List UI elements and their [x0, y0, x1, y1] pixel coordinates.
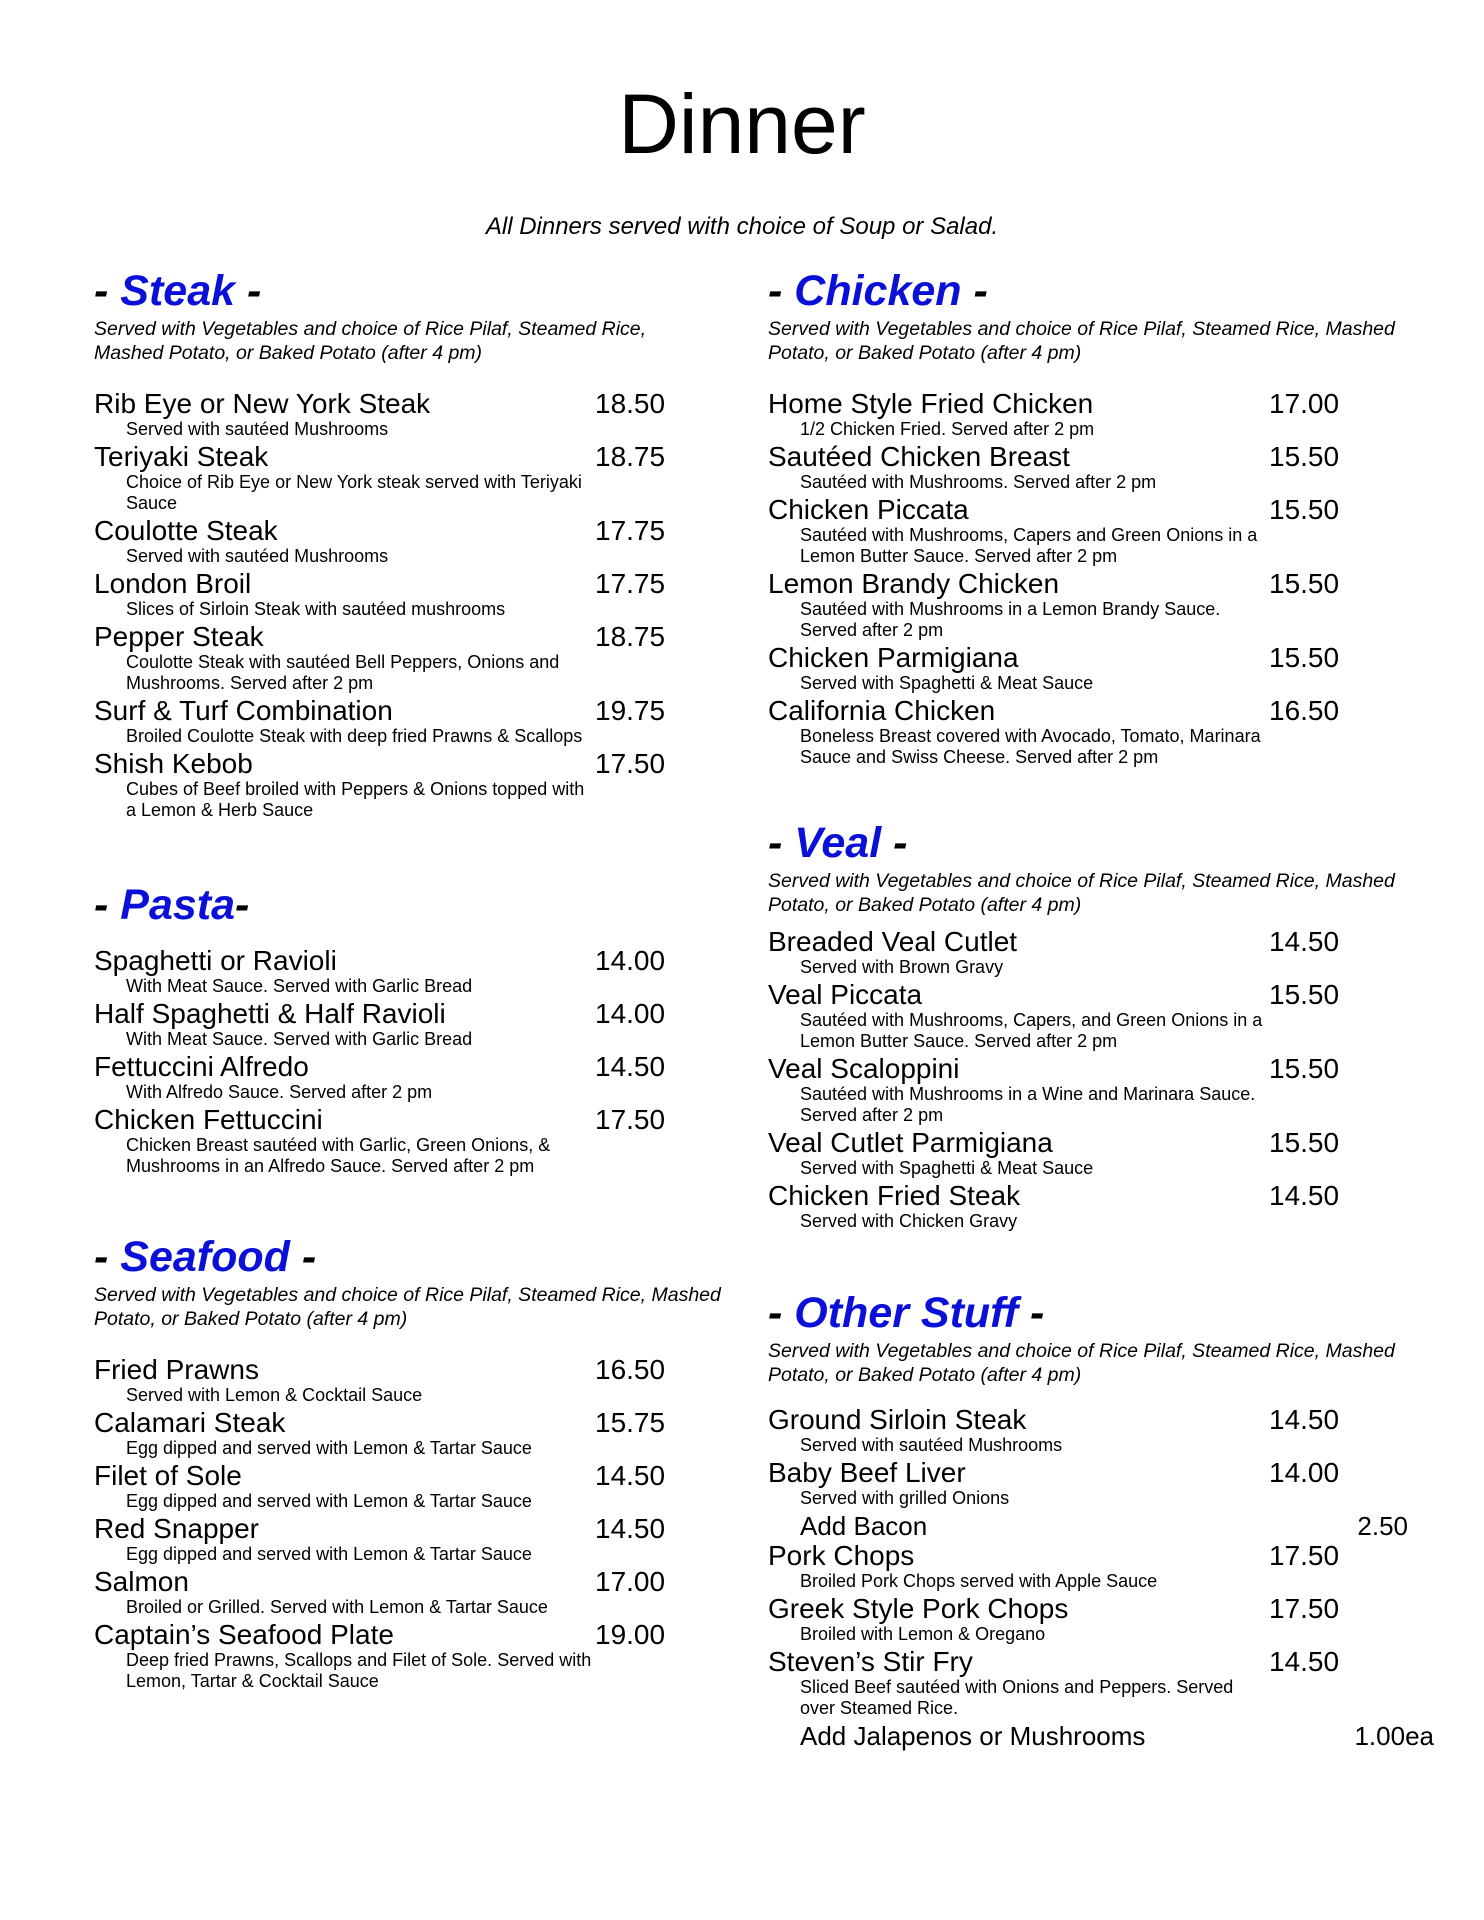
menu-item	[94, 389, 734, 440]
menu-item	[768, 389, 1408, 440]
menu-item	[94, 696, 734, 747]
item-price: 19.75	[595, 695, 666, 726]
item-name: Surf & Turf Combination	[94, 695, 393, 726]
menu-item-row	[768, 643, 1408, 673]
section-heading	[768, 818, 1408, 868]
menu-item-row	[768, 927, 1408, 957]
item-description: Served with sautéed Mushrooms	[800, 1435, 1063, 1455]
item-description: Egg dipped and served with Lemon & Tartar Sauce	[126, 1491, 532, 1511]
section-title: Steak	[120, 267, 236, 315]
item-description: Deep fried Prawns, Scallops and Filet of Sole. Served with Lemon, Tartar & Cocktail Sauce	[126, 1650, 592, 1691]
menu-item-row	[94, 1408, 734, 1438]
menu-item-row	[768, 1647, 1408, 1677]
menu-item-row	[768, 1181, 1408, 1211]
item-name: Rib Eye or New York Steak	[94, 388, 431, 419]
item-name: Coulotte Steak	[94, 515, 278, 546]
item-name: Ground Sirloin Steak	[768, 1404, 1027, 1435]
menu-items	[768, 1404, 1434, 1751]
item-price: 14.00	[1269, 1457, 1340, 1488]
item-description: Served with Brown Gravy	[800, 957, 1004, 977]
menu-item-row	[768, 1405, 1408, 1435]
item-name: London Broil	[94, 568, 252, 599]
item-price: 17.50	[1269, 1540, 1340, 1571]
item-description: Sliced Beef sautéed with Onions and Peppers. Served over Steamed Rice.	[800, 1677, 1234, 1718]
section-note: Served with Vegetables and choice of Rice Pilaf, Steamed Rice, Mashed Potato, or Baked Potato (after 4 pm)	[94, 1284, 721, 1330]
menu-item	[768, 696, 1408, 768]
item-name: Half Spaghetti & Half Ravioli	[94, 998, 446, 1029]
item-price: 14.50	[595, 1051, 666, 1082]
menu-item	[768, 980, 1408, 1052]
menu-item	[94, 1567, 734, 1618]
section-note: Served with Vegetables and choice of Rice Pilaf, Steamed Rice, Mashed Potato, or Baked Potato (after 4 pm)	[768, 1340, 1395, 1386]
item-description: Served with Chicken Gravy	[800, 1211, 1018, 1231]
menu-item-row	[768, 1541, 1408, 1571]
item-name: Add Jalapenos or Mushrooms	[800, 1721, 1146, 1751]
item-description: Served with grilled Onions	[800, 1488, 1010, 1508]
item-price: 16.50	[1269, 695, 1340, 726]
item-description: Egg dipped and served with Lemon & Tartar Sauce	[126, 1544, 532, 1564]
menu-item-row	[768, 1458, 1408, 1488]
item-name: Veal Piccata	[768, 979, 923, 1010]
item-description: Sautéed with Mushrooms in a Wine and Marinara Sauce. Served after 2 pm	[800, 1084, 1256, 1125]
item-price: 19.00	[595, 1619, 666, 1650]
item-name: Calamari Steak	[94, 1407, 286, 1438]
menu-addon	[768, 1721, 1434, 1751]
item-description: Cubes of Beef broiled with Peppers & Onions topped with a Lemon & Herb Sauce	[126, 779, 585, 820]
menu-addon	[768, 1511, 1408, 1541]
menu-items	[768, 389, 1408, 768]
item-name: Pepper Steak	[94, 621, 264, 652]
item-name: Add Bacon	[800, 1511, 928, 1541]
menu-item	[94, 1408, 734, 1459]
menu-item-row	[94, 1052, 734, 1082]
item-name: Fettuccini Alfredo	[94, 1051, 309, 1082]
item-price: 16.50	[595, 1354, 666, 1385]
section-note: Served with Vegetables and choice of Rice Pilaf, Steamed Rice, Mashed Potato, or Baked Potato (after 4 pm)	[768, 870, 1395, 916]
item-name: Filet of Sole	[94, 1460, 242, 1491]
item-description: With Meat Sauce. Served with Garlic Bread	[126, 976, 473, 996]
heading-dash: -	[235, 881, 250, 929]
menu-items	[94, 1355, 734, 1692]
heading-dash: -	[94, 1233, 121, 1281]
heading-dash: -	[94, 881, 121, 929]
item-description: With Meat Sauce. Served with Garlic Bread	[126, 1029, 473, 1049]
heading-dash: -	[881, 819, 908, 867]
menu-item-row	[768, 442, 1408, 472]
menu-item	[768, 1647, 1408, 1719]
item-price: 14.50	[595, 1513, 666, 1544]
menu-item	[94, 1355, 734, 1406]
menu-item	[94, 1052, 734, 1103]
menu-item	[768, 643, 1408, 694]
menu-item-row	[768, 1721, 1434, 1751]
section-title: Pasta	[120, 881, 236, 929]
item-description: Broiled Coulotte Steak with deep fried Prawns & Scallops	[126, 726, 583, 746]
item-price: 15.50	[1269, 568, 1340, 599]
item-name: Home Style Fried Chicken	[768, 388, 1094, 419]
page-title: Dinner	[618, 77, 866, 171]
section-chicken	[768, 266, 1408, 770]
section-heading	[94, 1232, 734, 1282]
section-note: Served with Vegetables and choice of Rice Pilaf, Steamed Rice, Mashed Potato, or Baked Potato (after 4 pm)	[94, 318, 647, 364]
menu-items	[94, 389, 734, 821]
item-name: Chicken Fettuccini	[94, 1104, 323, 1135]
item-name: Veal Scaloppini	[768, 1053, 960, 1084]
item-description: Sautéed with Mushrooms in a Lemon Brandy Sauce. Served after 2 pm	[800, 599, 1221, 640]
menu-subtitle: All Dinners served with choice of Soup or Salad.	[485, 213, 999, 240]
item-name: Lemon Brandy Chicken	[768, 568, 1060, 599]
heading-dash: -	[768, 267, 795, 315]
item-price: 17.00	[595, 1566, 666, 1597]
item-description: Served with Spaghetti & Meat Sauce	[800, 1158, 1094, 1178]
menu-item-row	[94, 1355, 734, 1385]
item-description: Sautéed with Mushrooms. Served after 2 pm	[800, 472, 1157, 492]
section-title: Chicken	[794, 267, 962, 315]
item-description: Boneless Breast covered with Avocado, Tomato, Marinara Sauce and Swiss Cheese. Served after 2 pm	[800, 726, 1261, 767]
menu-items	[94, 946, 734, 1177]
section-steak	[94, 266, 734, 823]
heading-dash: -	[289, 1233, 317, 1281]
menu-item-row	[94, 622, 734, 652]
section-note: Served with Vegetables and choice of Rice Pilaf, Steamed Rice, Mashed Potato, or Baked Potato (after 4 pm)	[768, 318, 1395, 364]
menu-item	[94, 1461, 734, 1512]
menu-item	[768, 1541, 1408, 1592]
menu-item-row	[768, 1054, 1408, 1084]
menu-item-row	[94, 946, 734, 976]
menu-item-row	[94, 696, 734, 726]
menu-item	[94, 622, 734, 694]
item-price: 15.50	[1269, 642, 1340, 673]
item-description: Broiled Pork Chops served with Apple Sauce	[800, 1571, 1158, 1591]
heading-dash: -	[768, 819, 795, 867]
item-price: 15.50	[1269, 979, 1340, 1010]
item-name: Red Snapper	[94, 1513, 260, 1544]
item-name: Breaded Veal Cutlet	[768, 926, 1018, 957]
menu-item-row	[94, 749, 734, 779]
item-name: Spaghetti or Ravioli	[94, 945, 337, 976]
menu-item	[768, 1405, 1408, 1456]
menu-item-row	[768, 1128, 1408, 1158]
item-price: 18.75	[595, 621, 666, 652]
item-price: 15.50	[1269, 1053, 1340, 1084]
item-name: Pork Chops	[768, 1540, 915, 1571]
heading-dash: -	[1018, 1289, 1045, 1337]
section-heading	[768, 266, 1408, 316]
menu-item-row	[94, 1514, 734, 1544]
menu-item	[768, 1594, 1408, 1645]
section-seafood	[94, 1232, 734, 1694]
menu-item	[768, 495, 1408, 567]
menu-item-row	[768, 1511, 1408, 1541]
menu-items	[768, 927, 1408, 1232]
item-name: Sautéed Chicken Breast	[768, 441, 1070, 472]
item-price: 17.75	[595, 515, 666, 546]
item-name: Baby Beef Liver	[768, 1457, 966, 1488]
item-name: Captain’s Seafood Plate	[94, 1619, 394, 1650]
menu-item	[94, 946, 734, 997]
item-name: Chicken Parmigiana	[768, 642, 1019, 673]
item-price: 17.50	[1269, 1593, 1340, 1624]
item-price: 14.50	[1269, 1404, 1340, 1435]
item-name: Greek Style Pork Chops	[768, 1593, 1069, 1624]
item-name: Veal Cutlet Parmigiana	[768, 1127, 1053, 1158]
item-price: 14.50	[1269, 1180, 1340, 1211]
item-price: 18.50	[595, 388, 666, 419]
menu-item-row	[94, 1567, 734, 1597]
menu-item	[94, 999, 734, 1050]
item-description: Served with sautéed Mushrooms	[126, 546, 389, 566]
item-description: Broiled with Lemon & Oregano	[800, 1624, 1046, 1644]
item-price: 15.50	[1269, 494, 1340, 525]
section-other-stuff	[768, 1288, 1434, 1751]
item-description: With Alfredo Sauce. Served after 2 pm	[126, 1082, 433, 1102]
menu-item	[768, 442, 1408, 493]
menu-item-row	[94, 389, 734, 419]
menu-item-row	[768, 389, 1408, 419]
item-name: Teriyaki Steak	[94, 441, 269, 472]
menu-item-row	[94, 1105, 734, 1135]
menu-item-row	[768, 495, 1408, 525]
menu-item-row	[94, 516, 734, 546]
item-price: 17.75	[595, 568, 666, 599]
menu-item	[94, 442, 734, 514]
section-pasta	[94, 880, 734, 1179]
item-price: 1.00ea	[1354, 1721, 1434, 1751]
item-description: Sautéed with Mushrooms, Capers and Green Onions in a Lemon Butter Sauce. Served after 2 pm	[800, 525, 1258, 566]
menu-item	[94, 516, 734, 567]
menu-item-row	[768, 980, 1408, 1010]
section-heading	[94, 880, 734, 930]
item-description: Egg dipped and served with Lemon & Tartar Sauce	[126, 1438, 532, 1458]
item-price: 15.75	[595, 1407, 666, 1438]
section-title: Seafood	[120, 1233, 290, 1281]
menu-item	[768, 1128, 1408, 1179]
section-veal	[768, 818, 1408, 1234]
menu-item-row	[94, 1461, 734, 1491]
menu-item-row	[768, 569, 1408, 599]
menu-item	[768, 569, 1408, 641]
section-title: Veal	[794, 819, 882, 867]
menu-item	[768, 927, 1408, 978]
item-name: Chicken Fried Steak	[768, 1180, 1021, 1211]
item-description: Served with sautéed Mushrooms	[126, 419, 389, 439]
item-price: 17.50	[595, 1104, 666, 1135]
item-description: 1/2 Chicken Fried. Served after 2 pm	[800, 419, 1095, 439]
item-description: Served with Spaghetti & Meat Sauce	[800, 673, 1094, 693]
heading-dash: -	[768, 1289, 795, 1337]
menu-item-row	[94, 999, 734, 1029]
menu-item-row	[94, 569, 734, 599]
menu-item-row	[768, 696, 1408, 726]
item-description: Slices of Sirloin Steak with sautéed mushrooms	[126, 599, 506, 619]
menu-item	[94, 749, 734, 821]
item-description: Coulotte Steak with sautéed Bell Peppers, Onions and Mushrooms. Served after 2 pm	[126, 652, 560, 693]
menu-item	[94, 1105, 734, 1177]
section-title: Other Stuff	[794, 1289, 1019, 1337]
item-price: 15.50	[1269, 1127, 1340, 1158]
item-price: 14.50	[595, 1460, 666, 1491]
menu-item-row	[94, 442, 734, 472]
item-name: Fried Prawns	[94, 1354, 259, 1385]
item-price: 17.00	[1269, 388, 1340, 419]
heading-dash: -	[94, 267, 121, 315]
item-price: 15.50	[1269, 441, 1340, 472]
item-description: Choice of Rib Eye or New York steak served with Teriyaki Sauce	[126, 472, 582, 513]
menu-item	[94, 569, 734, 620]
menu-item	[94, 1514, 734, 1565]
item-price: 14.00	[595, 998, 666, 1029]
section-heading	[768, 1288, 1408, 1338]
item-price: 14.50	[1269, 926, 1340, 957]
item-description: Broiled or Grilled. Served with Lemon & Tartar Sauce	[126, 1597, 548, 1617]
menu-item	[94, 1620, 734, 1692]
menu-item	[768, 1458, 1408, 1509]
item-description: Sautéed with Mushrooms, Capers, and Green Onions in a Lemon Butter Sauce. Served after 2 pm	[800, 1010, 1263, 1051]
item-price: 14.00	[595, 945, 666, 976]
item-name: California Chicken	[768, 695, 996, 726]
heading-dash: -	[235, 267, 262, 315]
item-price: 18.75	[595, 441, 666, 472]
menu-item-row	[768, 1594, 1408, 1624]
item-price: 2.50	[1357, 1511, 1408, 1541]
menu-item	[768, 1054, 1408, 1126]
item-description: Served with Lemon & Cocktail Sauce	[126, 1385, 423, 1405]
item-name: Chicken Piccata	[768, 494, 969, 525]
item-description: Chicken Breast sautéed with Garlic, Green Onions, & Mushrooms in an Alfredo Sauce. Served after 2 pm	[126, 1135, 551, 1176]
section-heading	[94, 266, 734, 316]
item-price: 17.50	[595, 748, 666, 779]
menu-item-row	[94, 1620, 734, 1650]
item-name: Shish Kebob	[94, 748, 253, 779]
menu-item	[768, 1181, 1408, 1232]
heading-dash: -	[961, 267, 988, 315]
item-name: Salmon	[94, 1566, 189, 1597]
item-name: Steven’s Stir Fry	[768, 1646, 973, 1677]
item-price: 14.50	[1269, 1646, 1340, 1677]
